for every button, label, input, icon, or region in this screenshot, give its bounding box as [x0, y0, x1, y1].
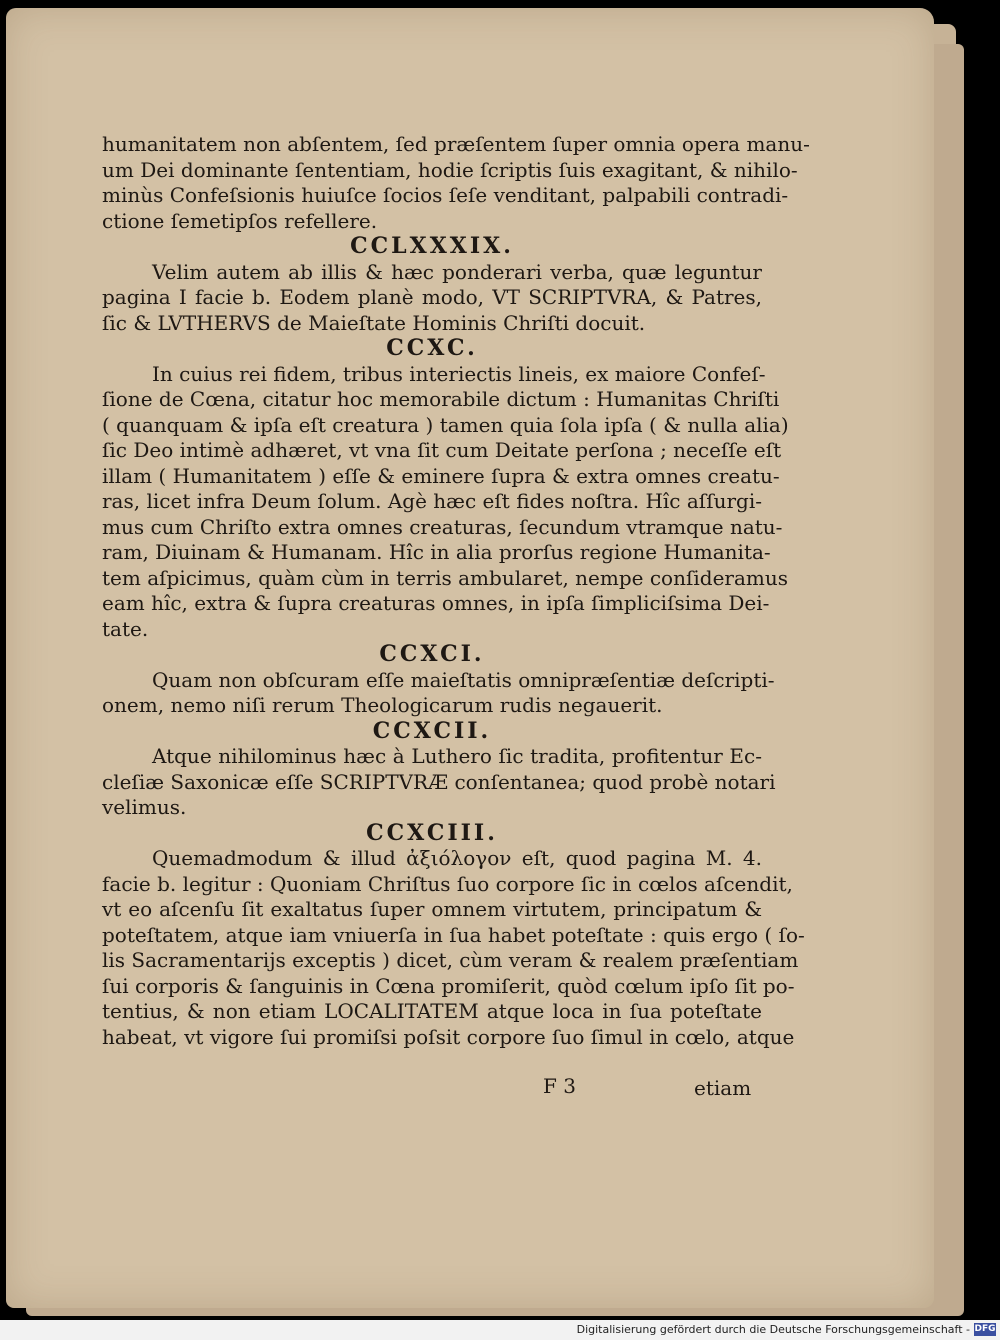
- page-text-block: [102, 132, 810, 1050]
- text-line: tate.: [102, 616, 149, 641]
- text-line: velimus.: [102, 795, 187, 819]
- text-line: Quam non obſcuram eſſe maieſtatis omnipræſentiæ deſcripti-: [152, 667, 775, 692]
- text-line: um Dei dominante ſententiam, hodie ſcriptis ſuis exagitant, & nihilo-: [102, 157, 798, 182]
- text-line: ram, Diuinam & Humanam. Hîc in alia prorſus regione Humanita-: [102, 540, 771, 564]
- catchword: etiam: [694, 1076, 752, 1100]
- text-line: ſic & LVTHERVS de Maieſtate Hominis Chriſti docuit.: [102, 310, 646, 335]
- section-number: CCXCI.: [379, 641, 485, 667]
- footer-credit: Digitalisierung gefördert durch die Deutsche Forschungsgemeinschaft -: [576, 1323, 970, 1336]
- section-number: CCXCIII.: [366, 819, 498, 846]
- text-line: pagina I facie b. Eodem planè modo, VT SCRIPTVRA, & Patres,: [102, 285, 762, 309]
- section-number: CCLXXXIX.: [350, 233, 514, 259]
- text-line: mus cum Chriſto extra omnes creaturas, ſecundum vtramque natu-: [102, 514, 783, 539]
- text-line: In cuius rei fidem, tribus interiectis lineis, ex maiore Confeſ-: [152, 361, 766, 386]
- text-line: minùs Confeſsionis huiuſce ſocios ſeſe venditant, palpabili contradi-: [102, 183, 789, 207]
- text-line: Quemadmodum & illud ἀξιόλογον eſt, quod pagina M. 4.: [152, 846, 762, 870]
- text-line: Velim autem ab illis & hæc ponderari verba, quæ leguntur: [152, 259, 762, 284]
- section-number: CCXC.: [386, 335, 478, 361]
- text-line: illam ( Humanitatem ) eſſe & eminere ſupra & extra omnes creatu-: [102, 463, 780, 488]
- text-line: cleſiæ Saxonicæ eſſe SCRIPTVRÆ conſentanea; quod probè notari: [102, 769, 776, 794]
- text-line: ſic Deo intimè adhæret, vt vna ſit cum Deitate perſona ; neceſſe eſt: [102, 438, 782, 462]
- text-line: onem, nemo niſi rerum Theologicarum rudis negauerit.: [102, 693, 663, 717]
- text-line: habeat, vt vigore ſui promiſsi poſsit corpore ſuo ſimul in cœlo, atque: [102, 1024, 795, 1049]
- text-line: tem aſpicimus, quàm cùm in terris ambularet, nempe conſideramus: [102, 565, 788, 590]
- text-line: ( quanquam & ipſa eſt creatura ) tamen quia ſola ipſa ( & nulla alia): [102, 412, 789, 437]
- text-line: Atque nihilominus hæc à Luthero ſic tradita, profitentur Ec-: [152, 744, 762, 768]
- text-line: ſui corporis & ſanguinis in Cœna promiſerit, quòd cœlum ipſo ſit po-: [102, 973, 795, 998]
- text-line: lis Sacramentarijs exceptis ) dicet, cùm veram & realem præſentiam: [102, 948, 799, 972]
- text-line: poteſtatem, atque iam vniuerſa in ſua habet poteſtate : quis ergo ( ſo-: [102, 922, 805, 947]
- text-line: ctione ſemetipſos refellere.: [102, 208, 378, 233]
- book-page: [6, 8, 934, 1308]
- signature-mark: F 3: [543, 1074, 576, 1098]
- text-line: humanitatem non abſentem, ſed præſentem ſuper omnia opera manu-: [102, 132, 810, 156]
- text-line: ras, licet infra Deum ſolum. Agè hæc eſt fides noſtra. Hîc aſſurgi-: [102, 489, 762, 513]
- text-line: facie b. legitur : Quoniam Chriſtus ſuo corpore ſic in cœlos aſcendit,: [102, 871, 793, 896]
- dfg-logo: DFG: [974, 1324, 996, 1334]
- text-line: vt eo aſcenſu ſit exaltatus ſuper omnem virtutem, principatum &: [102, 897, 762, 921]
- text-line: ſione de Cœna, citatur hoc memorabile dictum : Humanitas Chriſti: [102, 387, 780, 411]
- digitization-footer: [0, 1320, 1000, 1340]
- text-line: tentius, & non etiam LOCALITATEM atque loca in ſua poteſtate: [102, 999, 762, 1023]
- text-line: eam hîc, extra & ſupra creaturas omnes, in ipſa ſimpliciſsima Dei-: [102, 591, 770, 615]
- section-number: CCXCII.: [372, 717, 492, 744]
